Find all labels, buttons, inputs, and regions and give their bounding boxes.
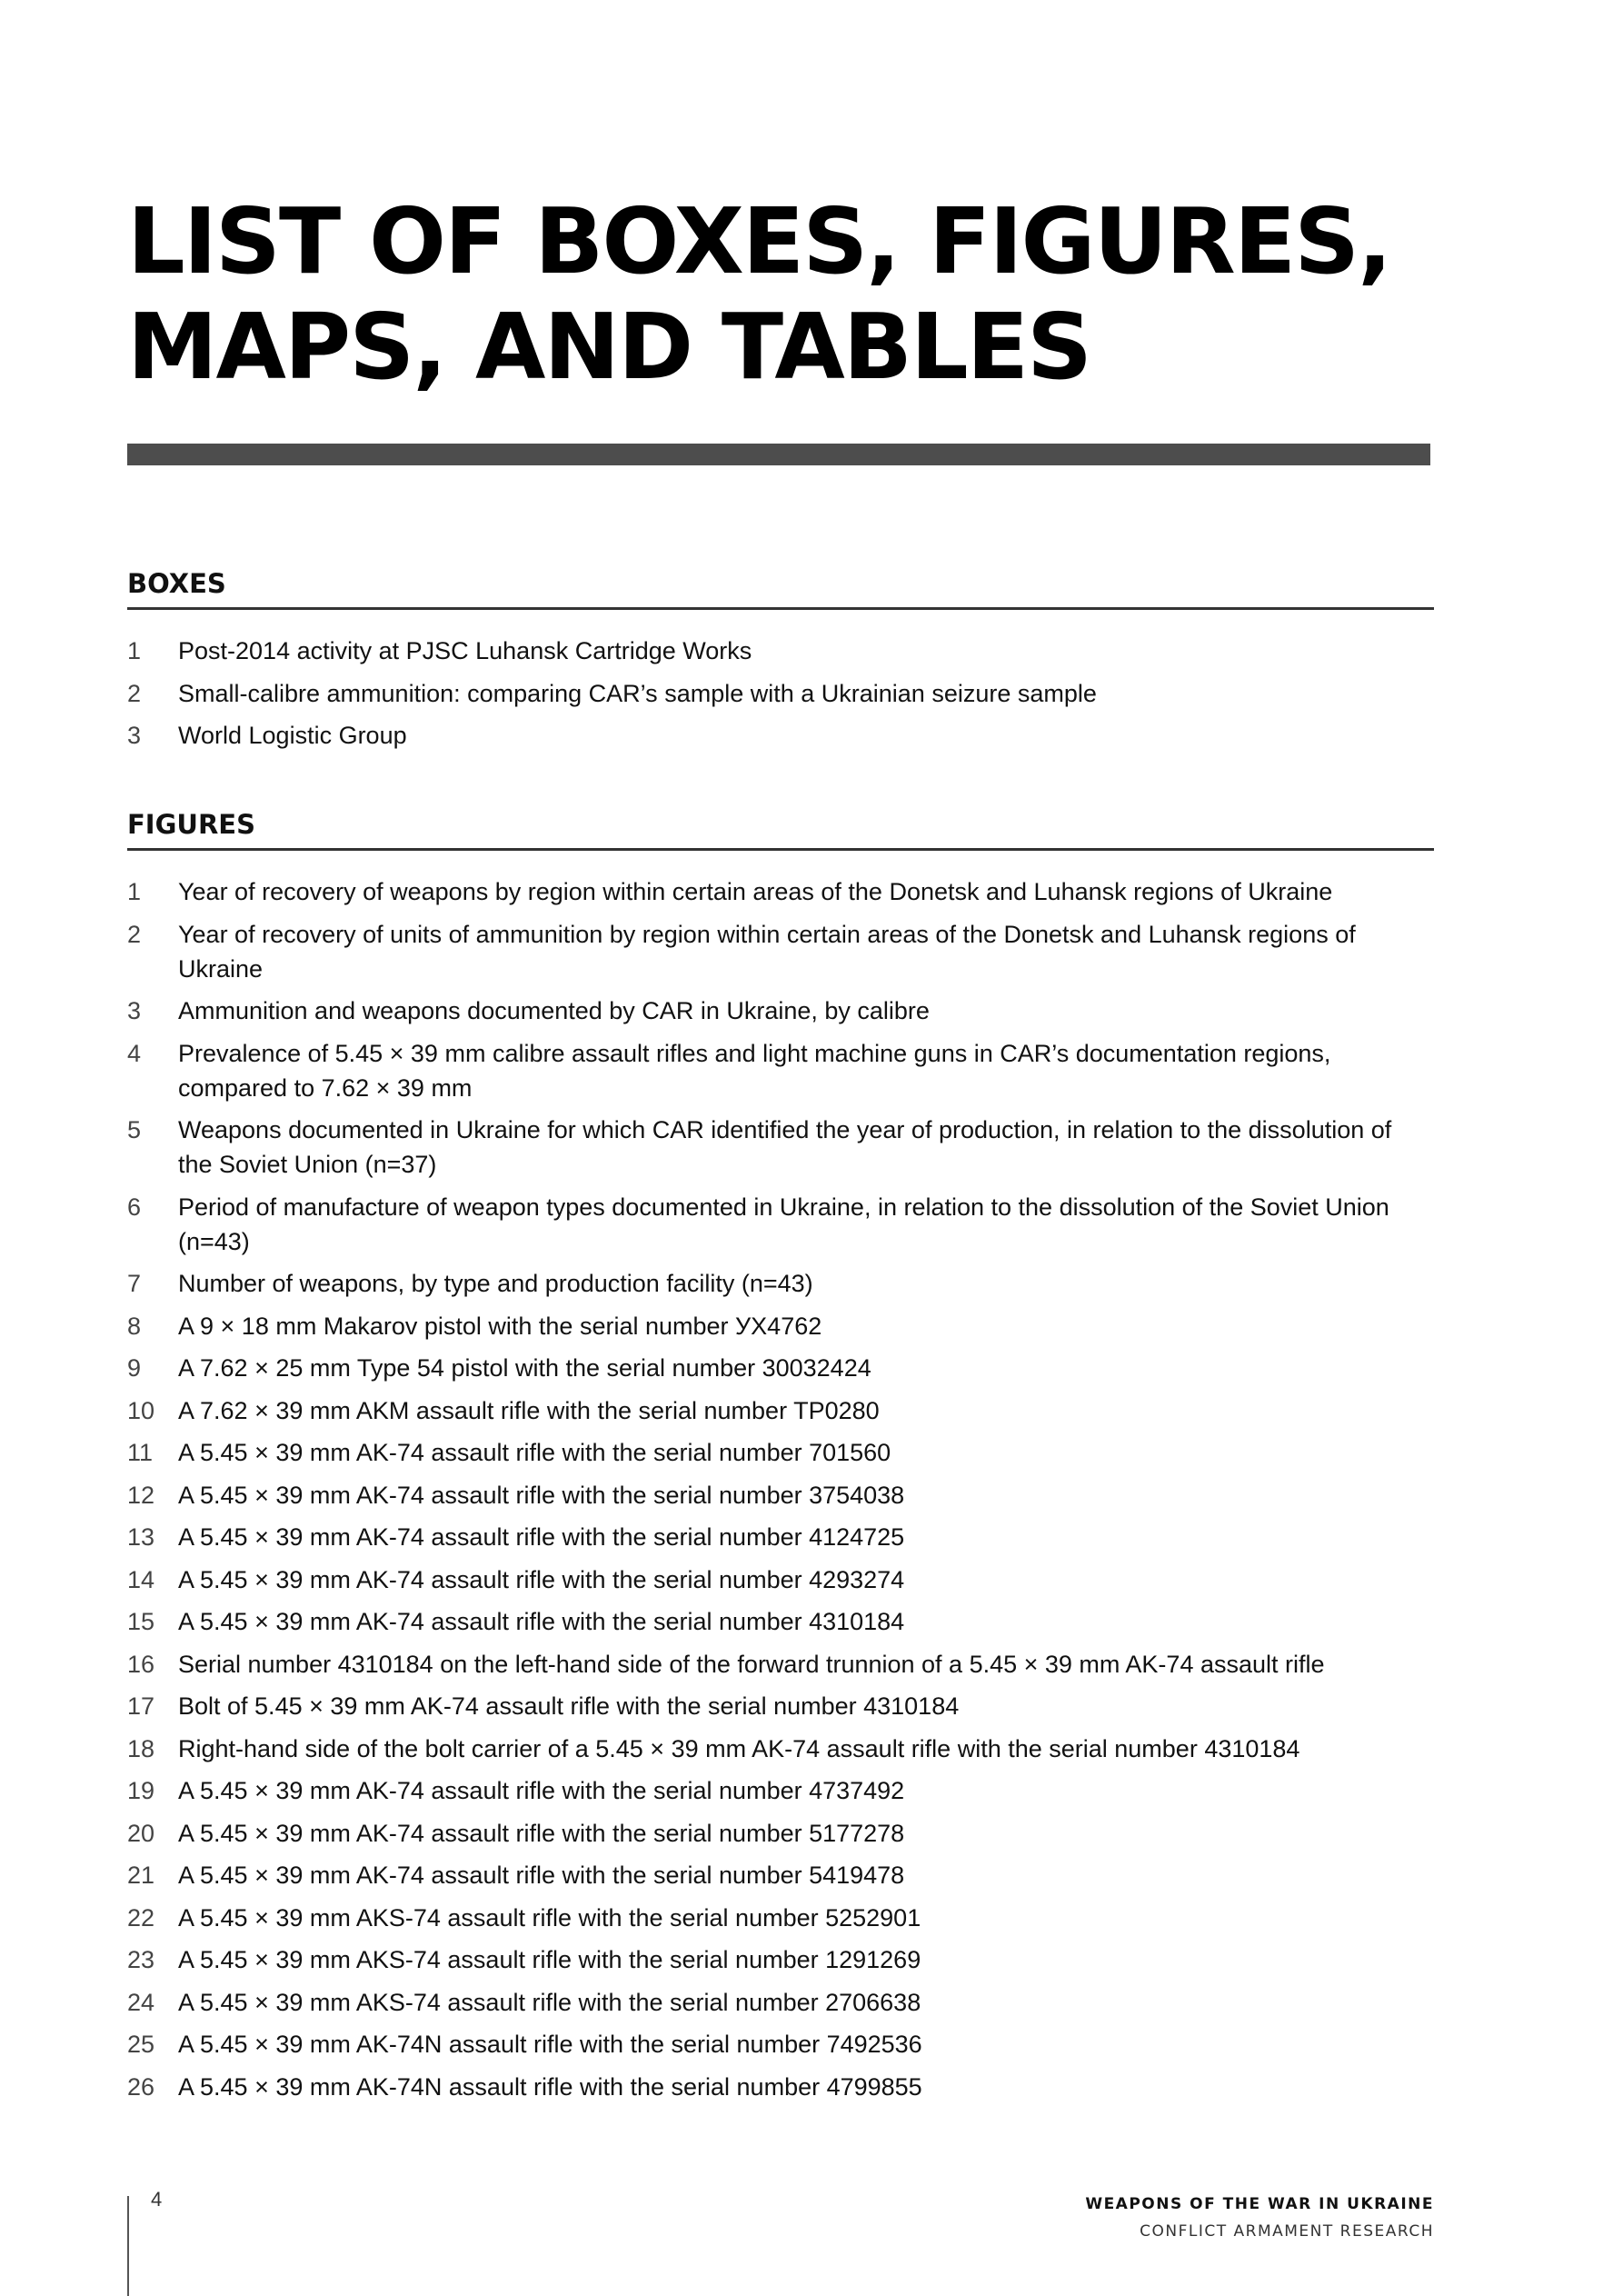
item-number: 20 <box>127 1819 155 1847</box>
item-number: 14 <box>127 1565 155 1593</box>
page-number: 4 <box>151 2188 163 2211</box>
item-number: 2 <box>127 679 142 707</box>
list-item <box>127 1266 1434 1301</box>
item-title: A 5.45 × 39 mm AKS-74 assault rifle with the serial number 2706638 <box>178 1988 921 2016</box>
item-title: Number of weapons, by type and production facility (n=43) <box>178 1270 813 1297</box>
item-title: Serial number 4310184 on the left-hand side of the forward trunnion of a 5.45 × 39 mm AK-74 assault rifle <box>178 1650 1325 1678</box>
list-item <box>127 634 1434 668</box>
title-divider-bar <box>127 444 1430 465</box>
publication-title: WEAPONS OF THE WAR IN UKRAINE <box>1085 2195 1434 2213</box>
item-number: 21 <box>127 1862 155 1889</box>
item-number: 26 <box>127 2072 155 2101</box>
item-title: Post-2014 activity at PJSC Luhansk Cartridge Works <box>178 637 752 664</box>
item-number: 16 <box>127 1650 155 1678</box>
item-number: 18 <box>127 1734 155 1762</box>
item-number: 17 <box>127 1692 155 1720</box>
item-title: A 5.45 × 39 mm AKS-74 assault rifle with the serial number 5252901 <box>178 1903 921 1932</box>
footer-publication-info <box>1085 2191 1434 2245</box>
item-number: 13 <box>127 1523 155 1551</box>
list-item <box>127 1393 1434 1428</box>
list-item <box>127 1190 1434 1259</box>
item-number: 1 <box>127 637 142 664</box>
item-title: Period of manufacture of weapon types documented in Ukraine, in relation to the dissolution of the Soviet Union (n=43) <box>178 1193 1389 1255</box>
list-item <box>127 2027 1434 2061</box>
list-item <box>127 676 1434 711</box>
list-item <box>127 718 1434 753</box>
item-title: A 5.45 × 39 mm AK-74 assault rifle with the serial number 4124725 <box>178 1523 905 1551</box>
item-title: A 7.62 × 39 mm AKM assault rifle with the serial number TP0280 <box>178 1396 880 1424</box>
item-number: 3 <box>127 722 142 749</box>
list-item <box>127 917 1434 986</box>
item-title: Bolt of 5.45 × 39 mm AK-74 assault rifle with the serial number 4310184 <box>178 1692 960 1720</box>
list-item <box>127 1478 1434 1512</box>
item-number: 23 <box>127 1946 155 1973</box>
list-item <box>127 1732 1434 1766</box>
list-item <box>127 1689 1434 1723</box>
page-title-line-1: LIST OF BOXES, FIGURES, <box>127 188 1391 294</box>
list-item <box>127 1351 1434 1385</box>
list-item <box>127 1985 1434 2020</box>
figures-section <box>127 806 1434 2111</box>
page-title-line-2: MAPS, AND TABLES <box>127 294 1091 400</box>
item-title: Prevalence of 5.45 × 39 mm calibre assault rifles and light machine guns in CAR’s documentation regions, compared to 7.62 × 39 mm <box>178 1039 1331 1102</box>
item-number: 15 <box>127 1608 155 1635</box>
item-title: A 5.45 × 39 mm AK-74 assault rifle with the serial number 4737492 <box>178 1777 905 1804</box>
item-number: 10 <box>127 1396 155 1424</box>
item-number: 4 <box>127 1039 142 1067</box>
item-number: 2 <box>127 920 142 948</box>
boxes-section <box>127 565 1434 761</box>
item-title: A 5.45 × 39 mm AKS-74 assault rifle with the serial number 1291269 <box>178 1946 921 1973</box>
item-number: 3 <box>127 997 142 1024</box>
list-item <box>127 1858 1434 1892</box>
item-title: A 5.45 × 39 mm AK-74N assault rifle with the serial number 4799855 <box>178 2072 922 2101</box>
list-item <box>127 1942 1434 1977</box>
figures-list <box>127 874 1434 2104</box>
item-title: Year of recovery of units of ammunition by region within certain areas of the Donetsk and Luhansk regions of Ukraine <box>178 920 1356 983</box>
list-item <box>127 1113 1434 1182</box>
item-title: A 5.45 × 39 mm AK-74 assault rifle with the serial number 701560 <box>178 1439 891 1466</box>
list-item <box>127 1036 1434 1105</box>
item-title: Ammunition and weapons documented by CAR in Ukraine, by calibre <box>178 997 930 1024</box>
item-number: 24 <box>127 1988 155 2016</box>
item-title: A 7.62 × 25 mm Type 54 pistol with the serial number 30032424 <box>178 1354 871 1382</box>
list-item <box>127 1816 1434 1851</box>
item-title: A 5.45 × 39 mm AK-74 assault rifle with the serial number 5419478 <box>178 1862 905 1889</box>
boxes-heading: BOXES <box>127 565 1434 610</box>
item-number: 9 <box>127 1354 142 1382</box>
item-title: Small-calibre ammunition: comparing CAR’s sample with a Ukrainian seizure sample <box>178 679 1097 707</box>
item-title: A 5.45 × 39 mm AK-74 assault rifle with the serial number 4310184 <box>178 1608 905 1635</box>
item-number: 22 <box>127 1903 155 1932</box>
item-number: 1 <box>127 878 142 905</box>
list-item <box>127 1901 1434 1935</box>
list-item <box>127 1604 1434 1639</box>
page-title <box>127 189 1454 400</box>
list-item <box>127 1647 1434 1682</box>
list-item <box>127 1773 1434 1808</box>
item-number: 7 <box>127 1270 142 1297</box>
figures-heading: FIGURES <box>127 806 1434 851</box>
item-title: A 5.45 × 39 mm AK-74N assault rifle with the serial number 7492536 <box>178 2031 922 2058</box>
item-title: Weapons documented in Ukraine for which CAR identified the year of production, in relation to the dissolution of the Soviet Union (n=37) <box>178 1116 1392 1178</box>
item-number: 5 <box>127 1116 142 1143</box>
item-title: A 5.45 × 39 mm AK-74 assault rifle with the serial number 3754038 <box>178 1481 905 1509</box>
boxes-list <box>127 634 1434 753</box>
footer-divider <box>127 2196 129 2296</box>
list-item <box>127 874 1434 909</box>
item-title: Right-hand side of the bolt carrier of a 5.45 × 39 mm AK-74 assault rifle with the serial number 4310184 <box>178 1734 1300 1762</box>
item-number: 12 <box>127 1481 155 1509</box>
item-number: 8 <box>127 1312 142 1340</box>
item-number: 6 <box>127 1193 142 1221</box>
item-number: 25 <box>127 2031 155 2058</box>
list-item <box>127 993 1434 1028</box>
list-item <box>127 2070 1434 2104</box>
list-item <box>127 1520 1434 1554</box>
item-title: A 9 × 18 mm Makarov pistol with the serial number УХ4762 <box>178 1312 822 1340</box>
item-number: 19 <box>127 1777 155 1804</box>
list-item <box>127 1562 1434 1597</box>
organization-name: CONFLICT ARMAMENT RESEARCH <box>1140 2222 1434 2241</box>
item-title: A 5.45 × 39 mm AK-74 assault rifle with the serial number 4293274 <box>178 1565 905 1593</box>
item-title: A 5.45 × 39 mm AK-74 assault rifle with the serial number 5177278 <box>178 1819 905 1847</box>
item-number: 11 <box>127 1439 154 1466</box>
item-title: World Logistic Group <box>178 722 407 749</box>
list-item <box>127 1309 1434 1343</box>
item-title: Year of recovery of weapons by region within certain areas of the Donetsk and Luhansk regions of Ukraine <box>178 878 1333 905</box>
list-item <box>127 1435 1434 1470</box>
